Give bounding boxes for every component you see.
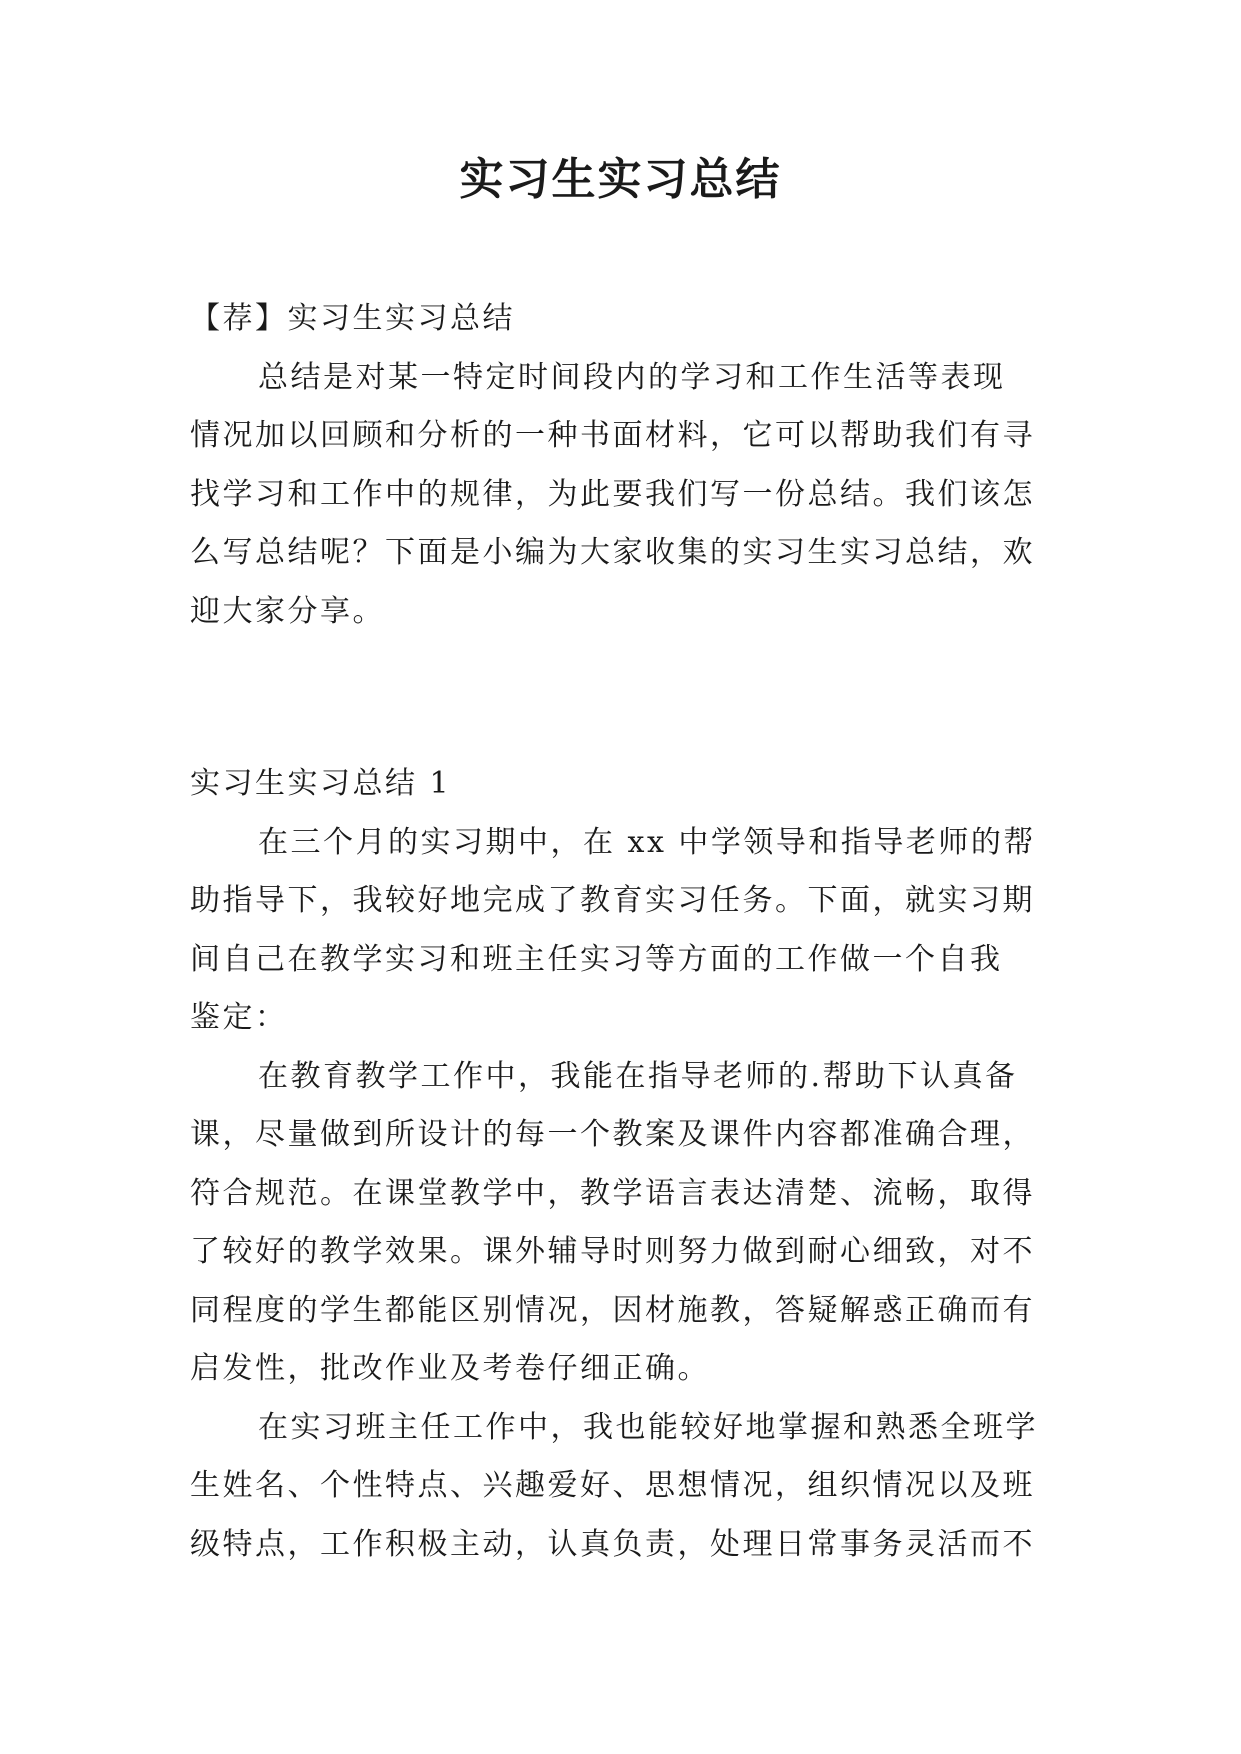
section-paragraph-line: 了较好的教学效果。课外辅导时则努力做到耐心细致，对不 <box>190 1234 1035 1269</box>
section-paragraph-line: 生姓名、个性特点、兴趣爱好、思想情况，组织情况以及班 <box>190 1468 1035 1503</box>
intro-block <box>190 290 1060 641</box>
section-paragraph-line: 级特点，工作积极主动，认真负责，处理日常事务灵活而不 <box>190 1526 1035 1562</box>
section-paragraph-line: 在教育教学工作中，我能在指导老师的.帮助下认真备 <box>258 1058 1018 1094</box>
intro-paragraph-line: 么写总结呢？下面是小编为大家收集的实习生实习总结，欢 <box>190 535 1035 570</box>
section-paragraph-line: 课，尽量做到所设计的每一个教案及课件内容都准确合理， <box>190 1117 1035 1152</box>
section-heading: 实习生实习总结 1 <box>190 766 452 801</box>
intro-paragraph-line: 总结是对某一特定时间段内的学习和工作生活等表现 <box>258 359 1006 395</box>
section-paragraph-line: 鉴定： <box>190 1000 288 1035</box>
recommend-tag-line: 【荐】实习生实习总结 <box>190 301 515 336</box>
intro-paragraph-line: 情况加以回顾和分析的一种书面材料，它可以帮助我们有寻 <box>190 418 1035 453</box>
intro-paragraph-line: 迎大家分享。 <box>190 593 385 629</box>
section-paragraph-line: 符合规范。在课堂教学中，教学语言表达清楚、流畅，取得 <box>190 1175 1035 1211</box>
section-paragraph-line: 间自己在教学实习和班主任实习等方面的工作做一个自我 <box>190 941 1003 977</box>
section-paragraph-line: 在实习班主任工作中，我也能较好地掌握和熟悉全班学 <box>258 1409 1038 1445</box>
section-paragraph-line: 同程度的学生都能区别情况，因材施教，答疑解惑正确而有 <box>190 1292 1035 1328</box>
section-paragraph-line: 助指导下，我较好地完成了教育实习任务。下面，就实习期 <box>190 883 1035 918</box>
document-title: 实习生实习总结 <box>459 154 782 205</box>
intro-paragraph-line: 找学习和工作中的规律，为此要我们写一份总结。我们该怎 <box>190 476 1035 512</box>
section-paragraph-line: 启发性，批改作业及考卷仔细正确。 <box>190 1351 710 1386</box>
section-1 <box>190 755 1060 1574</box>
section-paragraph-line: 在三个月的实习期中，在 xx 中学领导和指导老师的帮 <box>258 824 1036 860</box>
